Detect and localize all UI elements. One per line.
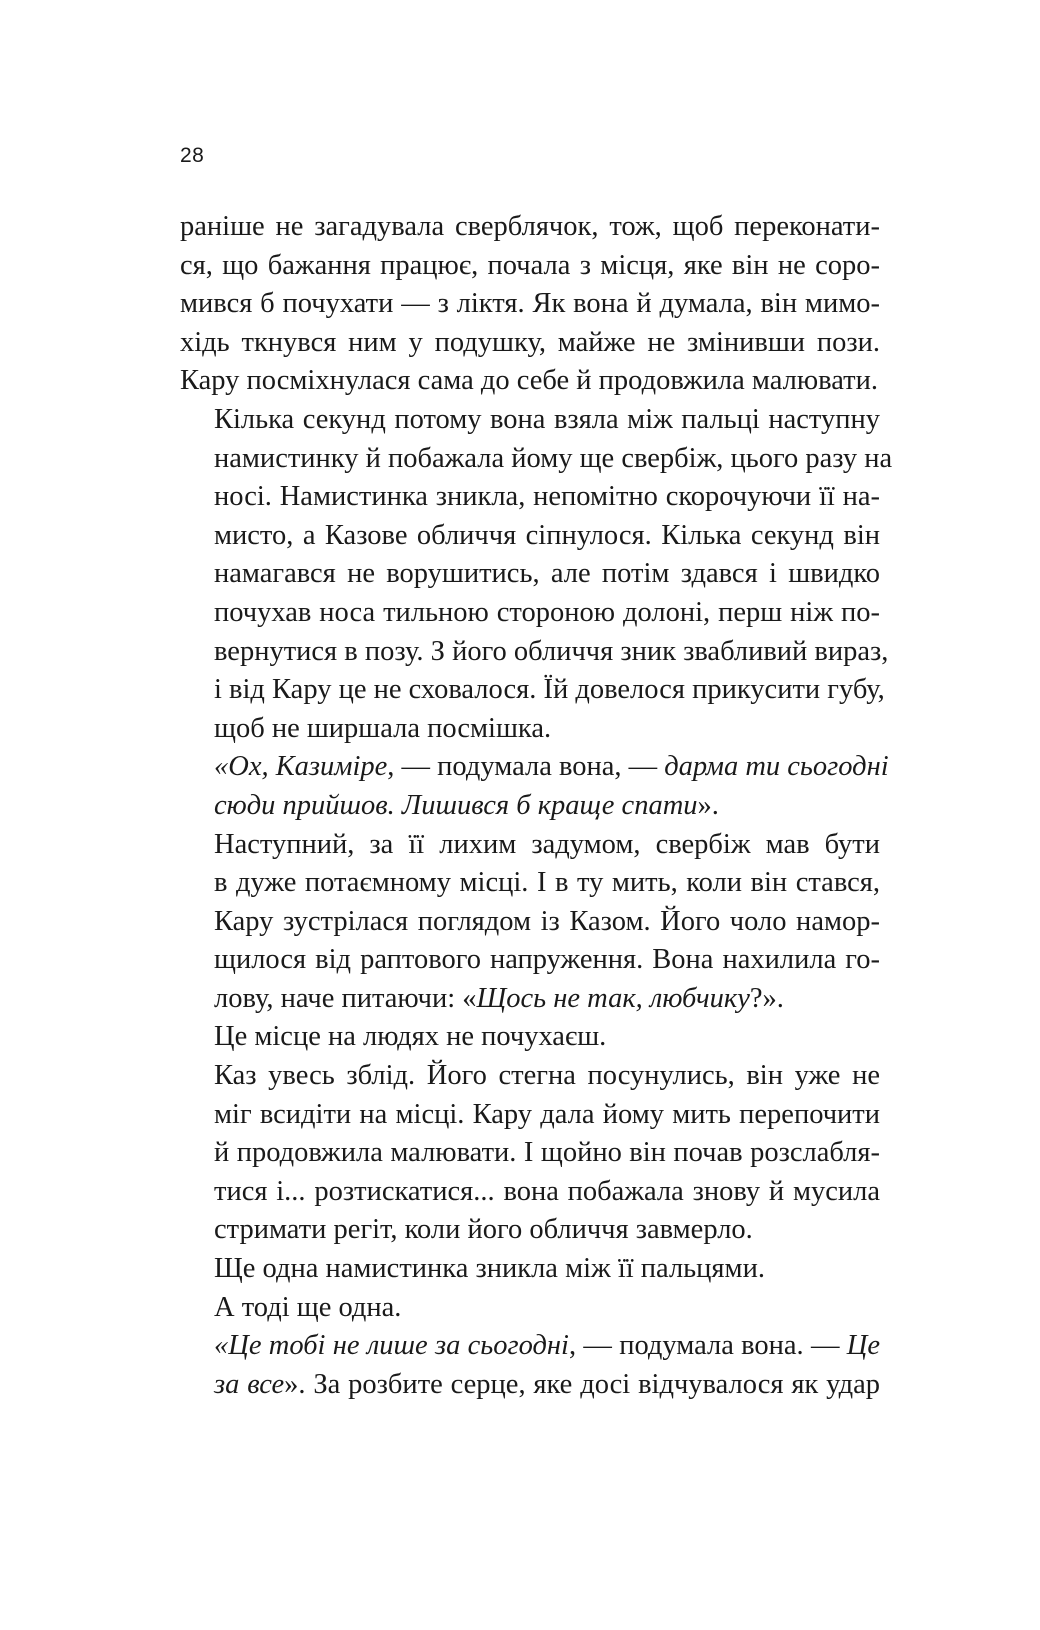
text-run: щилося від раптового напруження. Вона нахилила го-: [214, 944, 880, 976]
text-line: [180, 748, 889, 787]
text-run: й продовжила малювати. І щойно він почав розслабля-: [214, 1137, 880, 1169]
italic-text: сюди прийшов. Лишився б краще спати: [214, 789, 698, 821]
text-run: Ще одна намистинка зникла між її пальцями.: [214, 1253, 765, 1285]
text-line: [180, 980, 880, 1019]
text-run: мисто, а Казове обличчя сіпнулося. Кілька секунд він: [214, 519, 880, 551]
text-run: Це місце на людях не почухаєш.: [214, 1021, 607, 1053]
paragraph: [180, 1327, 880, 1404]
text-line: [180, 247, 880, 286]
text-run: міг всидіти на місці. Кару дала йому мить перепочити: [214, 1098, 880, 1130]
text-line: [180, 787, 880, 826]
text-line: [180, 401, 880, 440]
text-line: [180, 1250, 880, 1289]
text-run: раніше не загадувала сверблячок, тож, щоб переконати-: [180, 211, 880, 242]
text-line: [180, 1096, 880, 1135]
text-run: вернутися в позу. З його обличчя зник звабливий вираз,: [214, 635, 889, 667]
text-line: [180, 285, 880, 324]
page-number: 28: [180, 144, 205, 167]
paragraph: [180, 1057, 880, 1250]
text-run: Кару зустрілася поглядом із Казом. Його чоло намор-: [214, 905, 880, 937]
text-line: [180, 826, 880, 865]
text-line: [180, 1289, 880, 1328]
italic-text: Це: [846, 1330, 880, 1362]
text-run: ся, що бажання працює, почала з місця, яке він не соро-: [180, 249, 880, 281]
italic-text: «Це тобі не лише за сьогодні: [214, 1330, 569, 1362]
italic-text: Щось не так, любчику: [476, 982, 750, 1014]
paragraph: [180, 401, 893, 748]
paragraph: [180, 748, 889, 825]
text-run: почухав носа тильною стороною долоні, перш ніж по-: [214, 596, 880, 628]
text-run: А тоді ще одна.: [214, 1291, 402, 1323]
text-line: [180, 1327, 880, 1366]
text-line: [180, 208, 880, 247]
text-run: , — подумала вона. —: [568, 1330, 847, 1362]
text-run: носі. Намистинка зникла, непомітно скорочуючи її на-: [214, 481, 880, 513]
paragraph: [180, 1018, 880, 1057]
text-line: [180, 1018, 880, 1057]
text-line: [180, 864, 880, 903]
text-line: [180, 478, 880, 517]
text-line: [180, 1366, 880, 1405]
text-line: [180, 594, 880, 633]
text-line: [180, 1134, 880, 1173]
italic-text: за все: [214, 1368, 285, 1400]
text-line: [180, 362, 880, 401]
text-run: намагався не ворушитись, але потім здався і швидко: [214, 558, 880, 590]
paragraph: [180, 826, 880, 1019]
text-run: ?».: [749, 982, 784, 1014]
text-run: лову, наче питаючи: «: [214, 982, 477, 1014]
text-run: мився б почухати — з ліктя. Як вона й думала, він мимо-: [180, 288, 880, 320]
text-run: , — подумала вона, —: [387, 751, 665, 783]
text-run: Каз увесь зблід. Його стегна посунулись, він уже не: [214, 1060, 880, 1092]
italic-text: дарма ти сьогодні: [664, 751, 889, 783]
text-line: [180, 671, 885, 710]
text-run: і від Кару це не сховалося. Їй довелося прикусити губу,: [214, 674, 885, 706]
text-run: щоб не ширшала посмішка.: [214, 712, 552, 744]
text-line: [180, 1173, 880, 1212]
text-run: ».: [697, 789, 719, 821]
body-text: [180, 208, 893, 1404]
italic-text: «Ох, Казиміре: [214, 751, 388, 783]
paragraph: [180, 1250, 880, 1289]
text-run: Наступний, за її лихим задумом, свербіж мав бути: [214, 828, 880, 860]
text-line: [180, 633, 889, 672]
text-line: [180, 517, 880, 556]
paragraph: [180, 208, 880, 401]
text-run: хідь ткнувся ним у подушку, майже не змінивши пози.: [180, 326, 880, 358]
text-run: стримати регіт, коли його обличчя завмерло.: [214, 1214, 753, 1246]
text-line: [180, 324, 880, 363]
text-line: [180, 1211, 880, 1250]
text-line: [180, 555, 880, 594]
text-line: [180, 710, 880, 749]
paragraph: [180, 1289, 880, 1328]
text-run: в дуже потаємному місці. І в ту мить, коли він стався,: [214, 867, 880, 899]
text-run: тися і... розтискатися... вона побажала знову й мусила: [214, 1175, 880, 1207]
text-run: намистинку й побажала йому ще свербіж, цього разу на: [214, 442, 893, 474]
text-line: [180, 941, 880, 980]
text-line: [180, 1057, 880, 1096]
text-line: [180, 440, 893, 479]
text-run: ». За розбите серце, яке досі відчувалося як удар: [284, 1368, 880, 1400]
text-line: [180, 903, 880, 942]
text-run: Кілька секунд потому вона взяла між пальці наступну: [214, 403, 880, 435]
text-run: Кару посміхнулася сама до себе й продовжила малювати.: [180, 365, 878, 397]
